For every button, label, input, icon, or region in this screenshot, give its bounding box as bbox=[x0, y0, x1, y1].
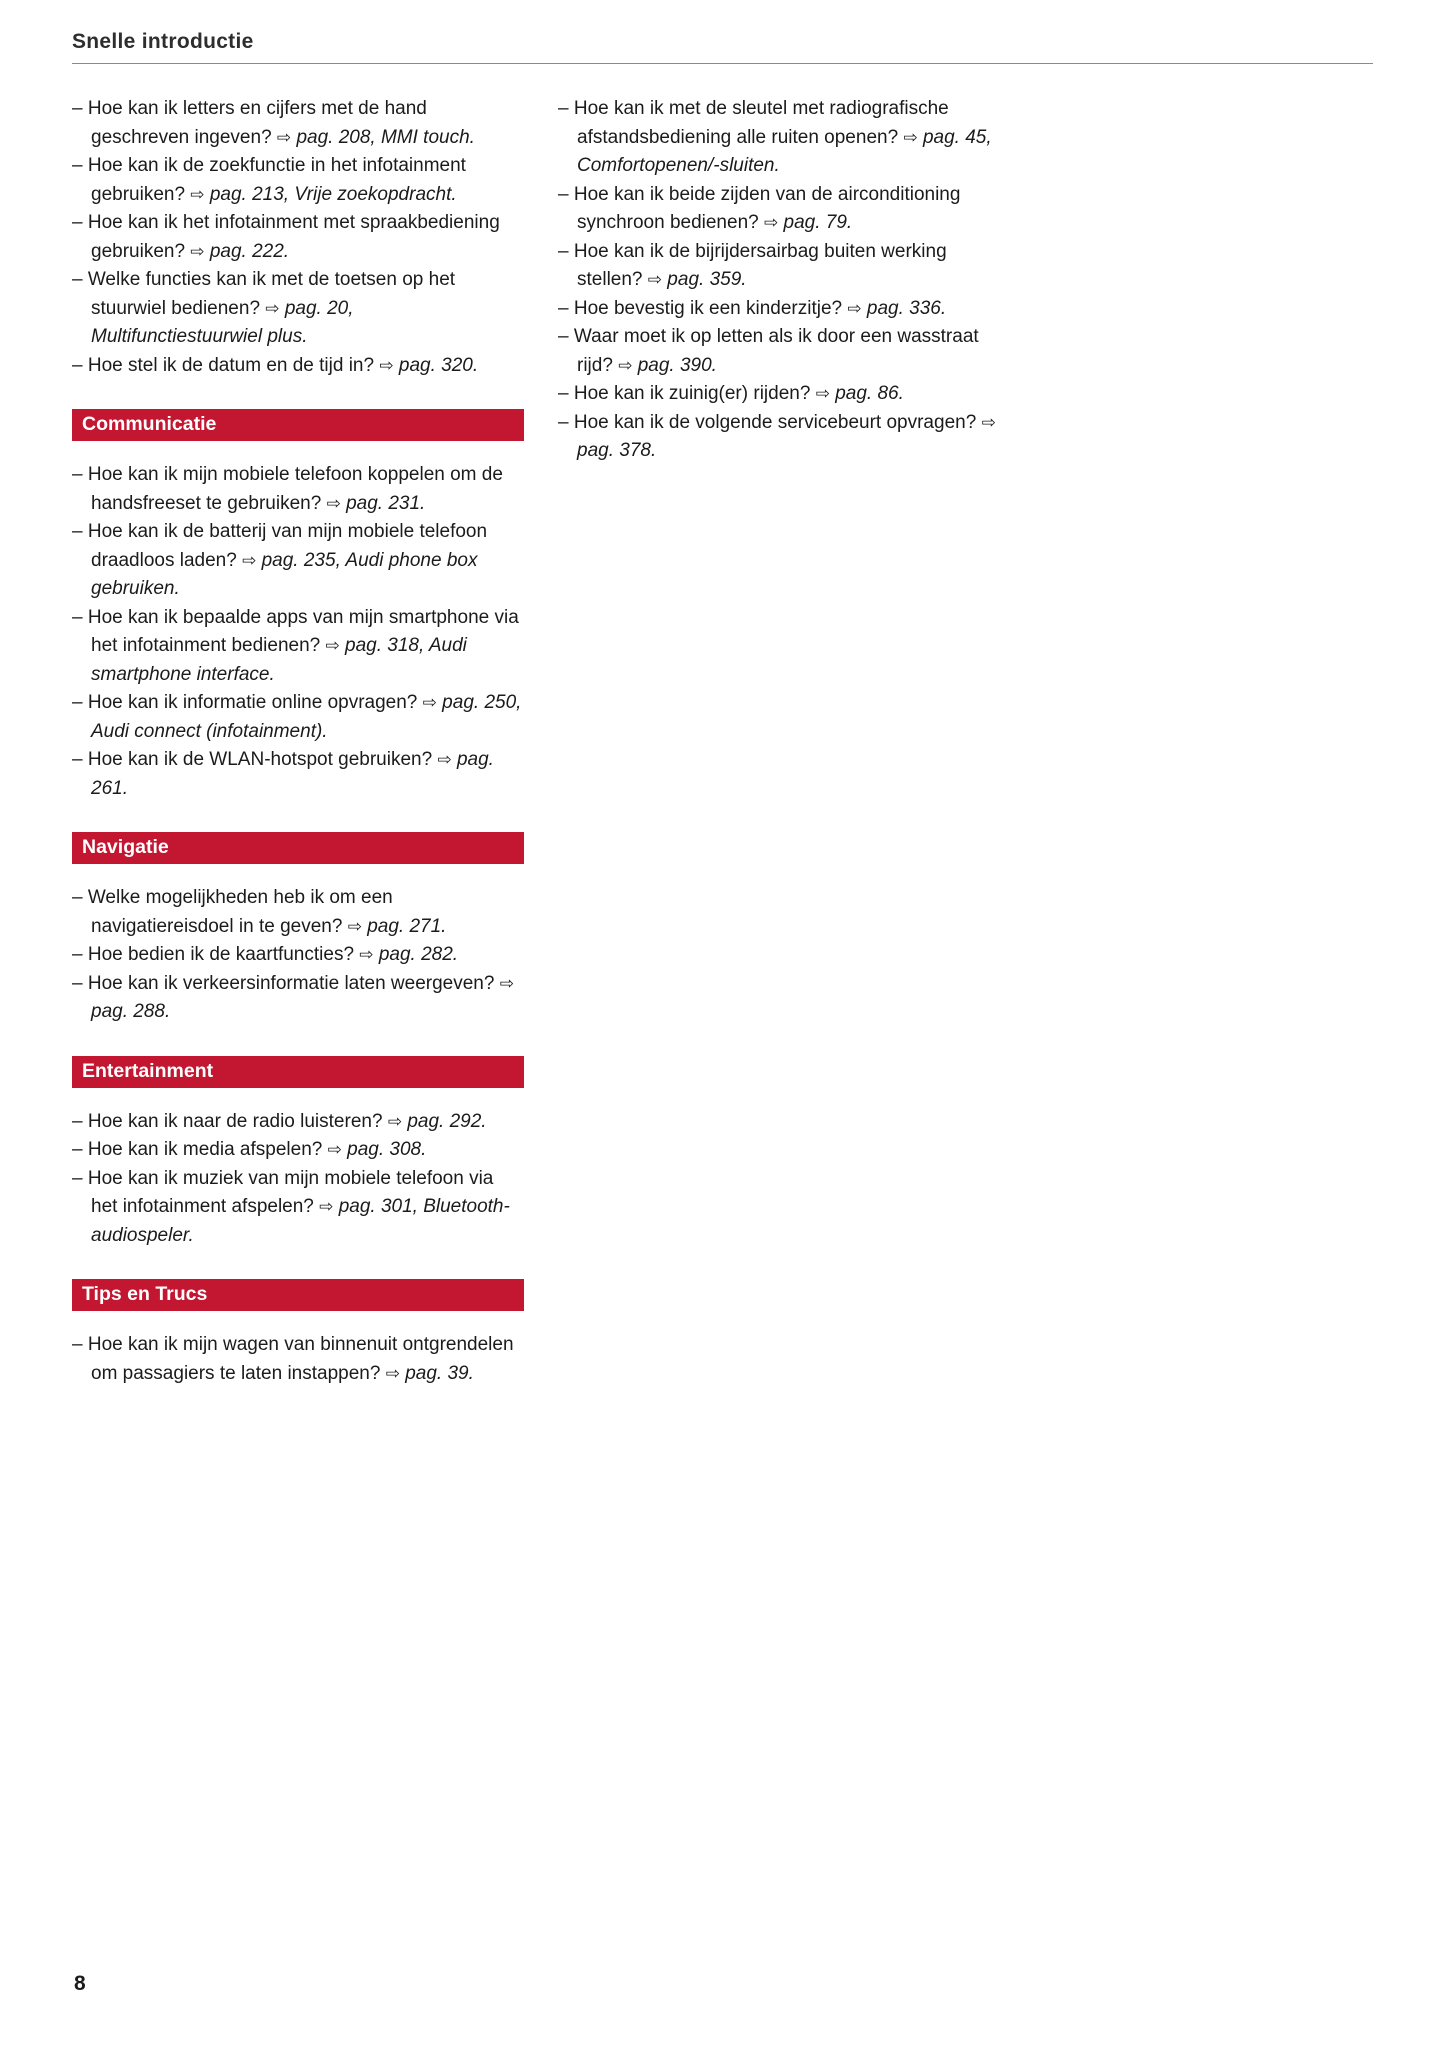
page-reference: pag. 208, MMI touch. bbox=[291, 126, 475, 148]
section-header-navigatie: Navigatie bbox=[72, 832, 524, 864]
right-column bbox=[558, 95, 1010, 1388]
question-item bbox=[558, 95, 1010, 181]
page-reference: pag. 20, Multifunctiestuurwiel plus. bbox=[91, 297, 354, 347]
question-text: – Hoe kan ik mijn wagen van binnenuit ontgrendelen om passagiers te laten instappen? bbox=[72, 1334, 514, 1384]
question-item bbox=[72, 1136, 524, 1165]
question-item bbox=[72, 604, 524, 690]
question-text: – Hoe kan ik bepaalde apps van mijn smartphone via het infotainment bedienen? bbox=[72, 606, 519, 656]
question-text: – Hoe kan ik het infotainment met spraakbediening gebruiken? bbox=[72, 212, 500, 262]
page-ref-arrow-icon: ⇨ bbox=[347, 916, 362, 937]
page-reference: pag. 320. bbox=[393, 354, 479, 376]
question-item bbox=[558, 238, 1010, 295]
question-item bbox=[72, 1331, 524, 1388]
question-item bbox=[72, 352, 524, 381]
page-ref-arrow-icon: ⇨ bbox=[763, 213, 779, 233]
page-ref-arrow-icon: ⇨ bbox=[903, 127, 918, 148]
question-item bbox=[72, 152, 524, 209]
question-item bbox=[72, 209, 524, 266]
question-item bbox=[72, 266, 524, 352]
question-item bbox=[72, 970, 524, 1027]
question-item bbox=[72, 689, 524, 746]
page-reference: pag. 301, Bluetooth-audiospeler. bbox=[91, 1196, 510, 1246]
page-ref-arrow-icon: ⇨ bbox=[276, 127, 292, 148]
page-reference: pag. 288. bbox=[91, 1001, 171, 1022]
page-ref-arrow-icon: ⇨ bbox=[815, 384, 830, 404]
section-header-tips-en-trucs: Tips en Trucs bbox=[72, 1279, 524, 1311]
question-item bbox=[72, 941, 524, 970]
page-ref-arrow-icon: ⇨ bbox=[359, 945, 374, 965]
page-reference: pag. 235, Audi phone box gebruiken. bbox=[91, 549, 478, 599]
page-ref-arrow-icon: ⇨ bbox=[265, 298, 280, 319]
question-list bbox=[72, 461, 524, 803]
page-reference: pag. 378. bbox=[577, 440, 657, 461]
page-reference: pag. 222. bbox=[204, 240, 290, 262]
question-text: – Hoe kan ik de batterij van mijn mobiele telefoon draadloos laden? bbox=[72, 521, 488, 571]
page-reference: pag. 39. bbox=[399, 1362, 474, 1384]
question-item bbox=[72, 884, 524, 941]
page-ref-arrow-icon: ⇨ bbox=[242, 550, 257, 571]
page-ref-arrow-icon: ⇨ bbox=[325, 636, 340, 656]
page-ref-arrow-icon: ⇨ bbox=[319, 1197, 334, 1217]
question-text: – Hoe kan ik media afspelen? bbox=[72, 1139, 328, 1160]
page-reference: pag. 359. bbox=[662, 269, 747, 290]
question-text: – Hoe kan ik informatie online opvragen? bbox=[72, 692, 423, 713]
question-text: – Hoe kan ik beide zijden van de airconditioning synchroon bedienen? bbox=[558, 183, 961, 233]
page-reference: pag. 261. bbox=[91, 749, 494, 799]
question-item bbox=[558, 323, 1010, 380]
left-column bbox=[72, 95, 524, 1388]
page-ref-arrow-icon: ⇨ bbox=[422, 693, 437, 713]
section-header-entertainment: Entertainment bbox=[72, 1056, 524, 1088]
question-list bbox=[72, 884, 524, 1027]
page-ref-arrow-icon: ⇨ bbox=[437, 750, 452, 770]
question-text: – Hoe kan ik naar de radio luisteren? bbox=[72, 1110, 388, 1132]
question-text: – Hoe kan ik zuinig(er) rijden? bbox=[558, 383, 816, 404]
question-item bbox=[72, 461, 524, 518]
question-item bbox=[72, 1108, 524, 1137]
question-item bbox=[72, 95, 524, 152]
page-ref-arrow-icon: ⇨ bbox=[981, 412, 996, 433]
question-text: – Waar moet ik op letten als ik door een wasstraat rijd? bbox=[558, 326, 979, 376]
page-ref-arrow-icon: ⇨ bbox=[647, 270, 663, 290]
page-reference: pag. 213, Vrije zoekopdracht. bbox=[204, 183, 457, 205]
page-reference: pag. 45, Comfortopenen/-sluiten. bbox=[577, 126, 992, 176]
page-reference: pag. 86. bbox=[829, 383, 904, 404]
question-text: – Welke mogelijkheden heb ik om een navigatiereisdoel in te geven? bbox=[72, 887, 393, 937]
question-item bbox=[72, 746, 524, 803]
question-item bbox=[72, 1165, 524, 1251]
question-text: – Hoe kan ik de bijrijdersairbag buiten werking stellen? bbox=[558, 240, 947, 290]
question-item bbox=[558, 380, 1010, 409]
question-text: – Hoe kan ik verkeersinformatie laten weergeven? bbox=[72, 972, 500, 994]
page-ref-arrow-icon: ⇨ bbox=[847, 298, 862, 319]
question-text: – Hoe stel ik de datum en de tijd in? bbox=[72, 354, 380, 376]
page-ref-arrow-icon: ⇨ bbox=[190, 184, 205, 205]
chapter-title: Snelle introductie bbox=[72, 30, 254, 53]
question-list bbox=[72, 1331, 524, 1388]
question-list bbox=[558, 95, 1010, 466]
page-ref-arrow-icon: ⇨ bbox=[326, 493, 341, 514]
page-reference: pag. 282. bbox=[373, 944, 459, 965]
question-text: – Hoe kan ik mijn mobiele telefoon koppelen om de handsfreeset te gebruiken? bbox=[72, 464, 503, 514]
page-reference: pag. 292. bbox=[402, 1110, 487, 1132]
page-ref-arrow-icon: ⇨ bbox=[385, 1363, 400, 1384]
question-text: – Hoe bevestig ik een kinderzitje? bbox=[558, 297, 848, 319]
page-ref-arrow-icon: ⇨ bbox=[618, 355, 633, 376]
page-reference: pag. 318, Audi smartphone interface. bbox=[91, 635, 467, 685]
page-ref-arrow-icon: ⇨ bbox=[379, 355, 394, 376]
page-ref-arrow-icon: ⇨ bbox=[387, 1111, 403, 1132]
page-reference: pag. 271. bbox=[361, 915, 447, 937]
question-item bbox=[558, 181, 1010, 238]
question-text: – Hoe kan ik de WLAN-hotspot gebruiken? bbox=[72, 749, 438, 770]
page-ref-arrow-icon: ⇨ bbox=[499, 973, 514, 994]
question-item bbox=[558, 409, 1010, 466]
page-reference: pag. 336. bbox=[861, 297, 947, 319]
question-text: – Hoe kan ik de zoekfunctie in het infotainment gebruiken? bbox=[72, 155, 466, 205]
question-text: – Welke functies kan ik met de toetsen op het stuurwiel bedienen? bbox=[72, 269, 456, 319]
question-text: – Hoe kan ik met de sleutel met radiografische afstandsbediening alle ruiten openen? bbox=[558, 98, 949, 148]
page-reference: pag. 308. bbox=[341, 1139, 427, 1160]
content-columns bbox=[72, 95, 1373, 1388]
section-header-communicatie: Communicatie bbox=[72, 409, 524, 441]
question-text: – Hoe kan ik muziek van mijn mobiele telefoon via het infotainment afspelen? bbox=[72, 1167, 494, 1217]
header-rule bbox=[72, 63, 1373, 64]
page-reference: pag. 231. bbox=[340, 492, 426, 514]
page-ref-arrow-icon: ⇨ bbox=[190, 241, 205, 262]
page-ref-arrow-icon: ⇨ bbox=[327, 1140, 342, 1160]
page-number: 8 bbox=[74, 1972, 86, 1995]
question-item bbox=[72, 518, 524, 604]
page-reference: pag. 79. bbox=[778, 212, 853, 233]
page-reference: pag. 250, Audi connect (infotainment). bbox=[91, 692, 522, 742]
page-header bbox=[72, 30, 1373, 64]
page-reference: pag. 390. bbox=[632, 354, 717, 376]
question-text: – Hoe kan ik letters en cijfers met de hand geschreven ingeven? bbox=[72, 98, 427, 148]
question-item bbox=[558, 295, 1010, 324]
question-list bbox=[72, 1108, 524, 1251]
question-text: – Hoe bedien ik de kaartfuncties? bbox=[72, 944, 360, 965]
question-text: – Hoe kan ik de volgende servicebeurt opvragen? bbox=[558, 411, 982, 433]
question-list bbox=[72, 95, 524, 380]
